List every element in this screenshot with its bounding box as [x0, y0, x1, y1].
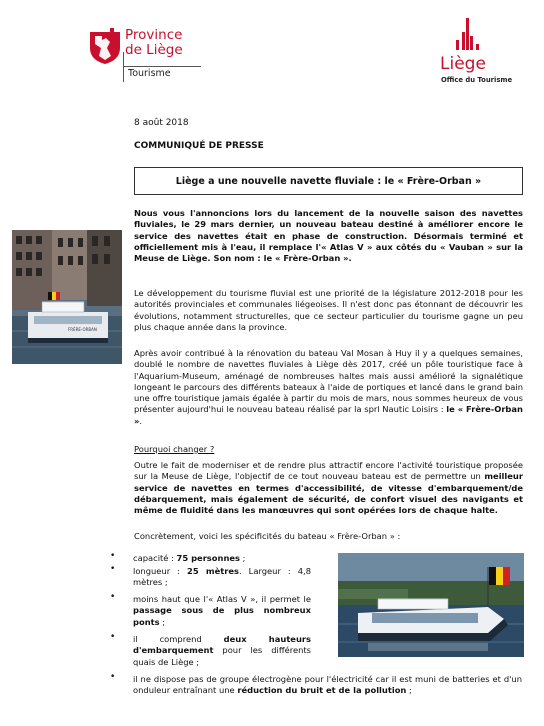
- spec-capacity-end: ;: [240, 553, 246, 563]
- boat-photo-1: [12, 230, 122, 364]
- spec-power: [133, 674, 522, 697]
- bullet-icon: •: [110, 672, 116, 682]
- paragraph-why: [134, 460, 523, 516]
- paragraph-history: [134, 348, 523, 427]
- paragraph-history-end: .: [139, 415, 143, 426]
- province-de-liege-logo: [90, 22, 200, 82]
- spec-length: [133, 566, 311, 589]
- intro-paragraph: Nous vous l'annoncions lors du lancement de la nouvelle saison des navettes fluviales, le 29 mars dernier, un nouveau bateau destiné à améliorer encore le service des navettes était en phase de construction. Désormais terminé et officiellement mis à l'eau, il remplace l'« Atlas V » aux côtés du « Vauban » sur la Meuse de Liège. Son nom : le « Frère-Orban ».: [134, 208, 523, 264]
- spec-length-value: 25 mètres: [187, 566, 239, 576]
- liege-office-tourisme-logo: [440, 18, 520, 88]
- spec-height: [133, 594, 311, 628]
- spec-height-label: moins haut que l'« Atlas V », il permet le: [133, 594, 311, 604]
- paragraph-specs-intro: Concrètement, voici les spécificités du bateau « Frère-Orban » :: [134, 531, 401, 541]
- spec-boarding-label: il comprend: [133, 634, 224, 644]
- province-logo-sub: Tourisme: [128, 68, 171, 79]
- headline: Liège a une nouvelle navette fluviale : le « Frère-Orban »: [175, 175, 482, 187]
- spec-capacity-value: 75 personnes: [176, 553, 241, 563]
- perron-bars-icon: [452, 18, 482, 50]
- liege-logo-sub: Office du Tourisme: [441, 76, 513, 84]
- province-logo-line2: de Liège: [125, 42, 183, 58]
- spec-power-end: ;: [406, 685, 412, 696]
- liege-logo-word: Liège: [440, 54, 486, 74]
- spec-power-value: réduction du bruit et de la pollution: [237, 685, 407, 696]
- spec-boarding-value: deux hauteurs d'embarquement: [133, 634, 311, 656]
- paragraph-priority: Le développement du tourisme fluvial est une priorité de la législature 2012-2018 pour les autorités provinciales et communales liégeoises. Il n'est donc pas étonnant de découvrir les évolutions, notamment structurelles, que ce secteur particulier du tourisme gagne un peu plus chaque année dans la province.: [134, 288, 523, 332]
- paragraph-history-bold: le « Frère-Orban »: [134, 404, 523, 426]
- province-shield-icon: [90, 28, 120, 64]
- spec-length-end: . Largeur : 4,8 mètres ;: [133, 566, 312, 588]
- bullet-icon: •: [110, 564, 116, 574]
- spec-length-label: longueur :: [133, 566, 188, 576]
- bullet-icon: •: [110, 632, 116, 642]
- headline-box: [134, 167, 523, 195]
- paragraph-why-text: Outre le fait de moderniser et de rendre plus attractif encore l'activité touristique proposée sur la Meuse de Liège, l'objectif de ce tout nouveau bateau est de permettre un: [134, 460, 523, 482]
- boat-name-label-1: FRÈRE-ORBAN: [68, 327, 97, 332]
- spec-height-end: ;: [159, 616, 166, 627]
- document-type: COMMUNIQUÉ DE PRESSE: [134, 141, 264, 151]
- spec-boarding-end: pour les différents quais de Liège ;: [133, 645, 311, 667]
- question-heading: Pourquoi changer ?: [134, 444, 215, 454]
- province-logo-line1: Province: [125, 27, 183, 43]
- spec-capacity: [133, 553, 245, 564]
- spec-capacity-label: capacité :: [133, 553, 177, 563]
- bullet-icon: •: [110, 551, 116, 561]
- press-release-date: 8 août 2018: [134, 118, 189, 128]
- spec-height-value: passage sous de plus nombreux ponts: [133, 605, 311, 627]
- boat-photo-2: [338, 553, 524, 657]
- paragraph-history-text: Après avoir contribué à la rénovation du bateau Val Mosan à Huy il y a quelques semaines, doublé le nombre de navettes fluviales à Liège dès 2017, créé un pôle touristique face à l'Aquarium-Museum, aménagé de nombreuses haltes mais aussi amélioré la signalétique longeant le parcours des différents bateaux à l'aide de portiques et lancé dans le grand bain une offre touristique jamais égalée à partir du mois de mars, nous sommes heureux de vous présenter aujourd'hui le nouveau bateau réalisé par la sprl Nautic Loisirs :: [134, 348, 523, 415]
- spec-boarding: [133, 634, 311, 668]
- spec-power-label: il ne dispose pas de groupe électrogène pour l'électricité car il est muni de batteries et d'un onduleur entraînant une: [133, 674, 522, 696]
- paragraph-why-bold: meilleur service de navettes en termes d'accessibilité, de vitesse d'embarquement/de débarquement, mais également de sécurité, de confort visuel des navigants et même de fluidité dans les manœuvres qui sont opérées lors de chaque halte.: [134, 471, 523, 516]
- bullet-icon: •: [110, 592, 116, 602]
